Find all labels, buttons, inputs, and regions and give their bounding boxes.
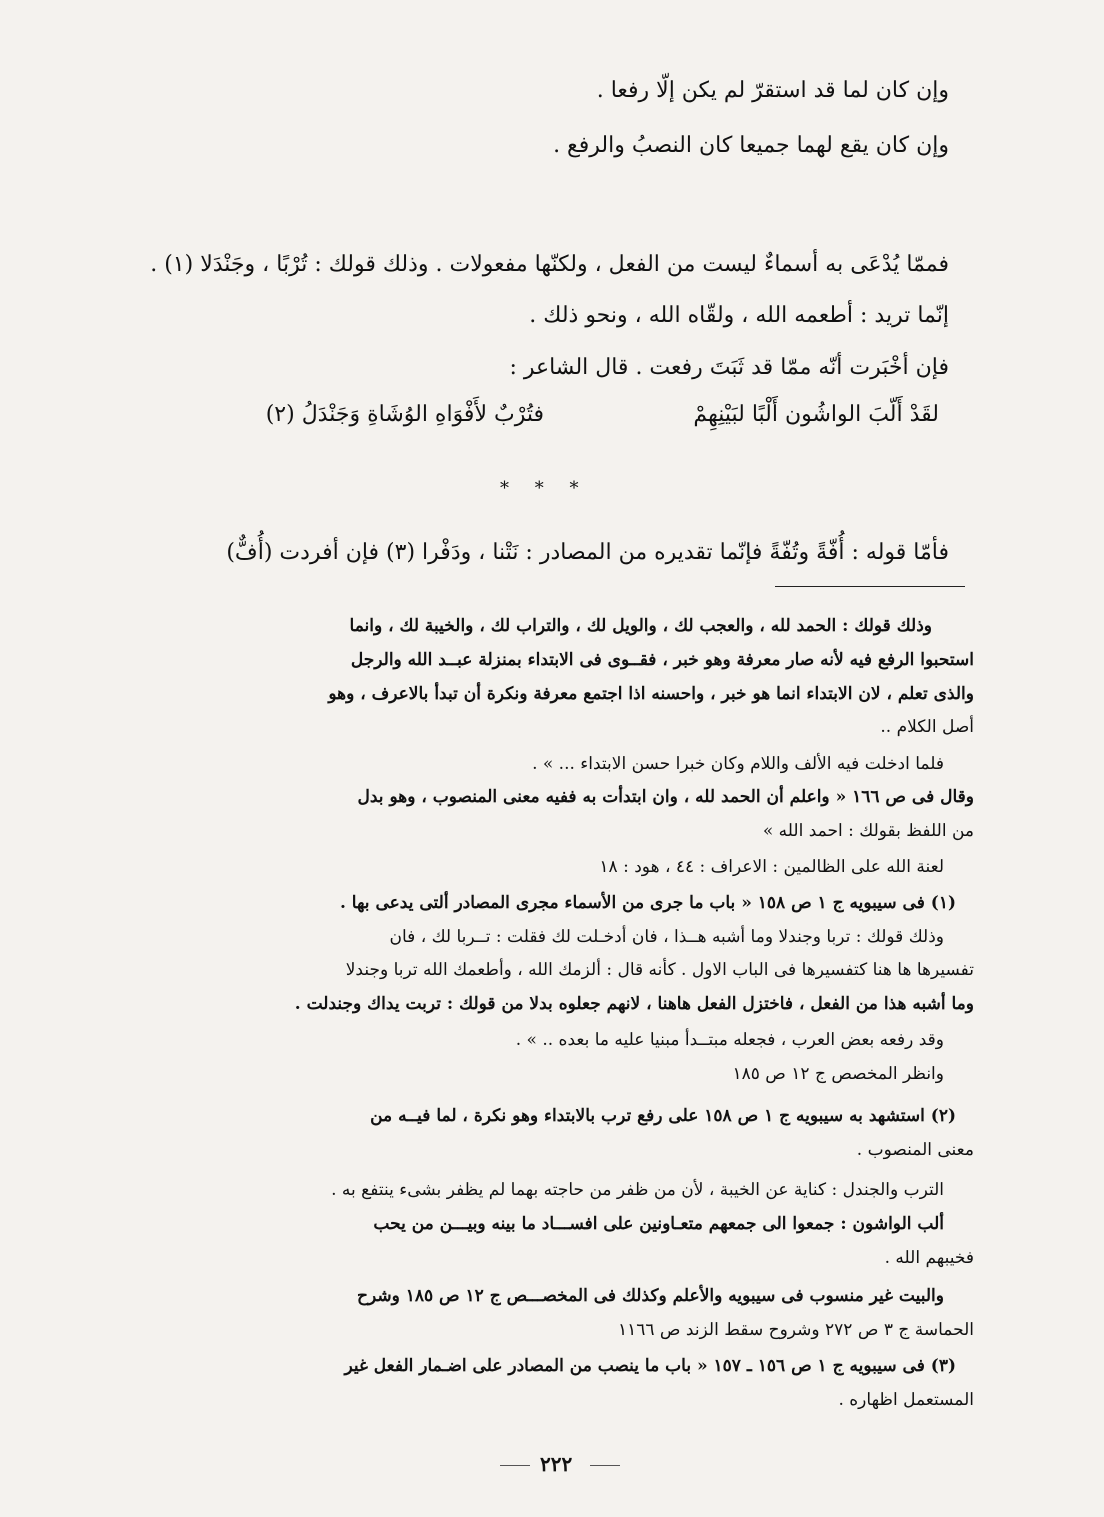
- main-line-4: إنّما تريد : أطعمه الله ، ولقّاه الله ، ونحو ذلك .: [529, 303, 949, 328]
- footnote-line: من اللفظ بقولك : احمد الله »: [762, 821, 974, 841]
- main-line-5: فإن أخْبَرت أنّه ممّا قد ثَبَتَ رفعت . قال الشاعر :: [509, 355, 949, 380]
- footnote-line: وذلك قولك : الحمد لله ، والعجب لك ، والويل لك ، والتراب لك ، والخيبة لك ، وانما: [349, 616, 932, 636]
- footnote-3-line: (٣) فى سيبويه ج ١ ص ١٥٦ ـ ١٥٧ « باب ما ينصب من المصادر على اضـمار الفعل غير: [344, 1356, 956, 1376]
- verse-second-hemistich: فتُرْبٌ لأَفْوَاهِ الوُشَاةِ وَجَنْدَلُ (٢): [265, 402, 544, 427]
- main-line-6: فأمّا قوله : أُفّةً وتُفّةً فإنّما تقديره من المصادر : نَتْنا ، ودَفْرا (٣) فإن أفردت (أُفٌّ): [226, 540, 949, 565]
- page-number-dash-right: [590, 1465, 620, 1466]
- footnote-2-line: فخيبهم الله .: [884, 1248, 974, 1268]
- section-separator: * * *: [500, 478, 589, 499]
- main-line-2: وإن كان يقع لهما جميعا كان النصبُ والرفع .: [553, 133, 949, 158]
- main-line-3: فممّا يُدْعَى به أسماءٌ ليست من الفعل ، ولكنّها مفعولات . وذلك قولك : تُرْبًا ، وجَنْدَلا (١) .: [150, 252, 949, 277]
- footnote-line: لعنة الله على الظالمين : الاعراف : ٤٤ ، هود : ١٨: [599, 857, 944, 877]
- footnote-line: وقال فى ص ١٦٦ « واعلم أن الحمد لله ، وان ابتدأت به ففيه معنى المنصوب ، وهو بدل: [357, 787, 974, 807]
- footnote-1-line: وانظر المخصص ج ١٢ ص ١٨٥: [732, 1064, 944, 1084]
- footnote-1-line: وذلك قولك : تربا وجندلا وما أشبه هــذا ، فان أدخـلت لك فقلت : تــربا لك ، فان: [389, 927, 944, 947]
- footnote-line: والذى تعلم ، لان الابتداء انما هو خبر ، واحسنه اذا اجتمع معرفة ونكرة أن تبدأ بالاعرف ، وهو: [328, 684, 974, 704]
- footnote-1-line: (١) فى سيبويه ج ١ ص ١٥٨ « باب ما جرى من الأسماء مجرى المصادر ألتى يدعى بها .: [339, 893, 956, 913]
- footnote-1-line: وما أشبه هذا من الفعل ، فاختزل الفعل هاهنا ، لانهم جعلوه بدلا من قولك : تربت يداك وجندلت .: [294, 994, 974, 1014]
- footnote-2-line: (٢) استشهد به سيبويه ج ١ ص ١٥٨ على رفع ترب بالابتداء وهو نكرة ، لما فيــه من: [370, 1106, 956, 1126]
- footnote-rule: [775, 586, 965, 587]
- verse-first-hemistich: لقَدْ أَلّبَ الواشُون أَلْبًا لبَيْنِهِمْ: [693, 402, 939, 427]
- footnote-1-line: تفسيرها ها هنا كتفسيرها فى الباب الاول . كأنه قال : ألزمك الله ، وأطعمك الله تربا وجندلا: [345, 960, 974, 980]
- footnote-3-line: المستعمل اظهاره .: [838, 1390, 974, 1410]
- footnote-1-line: وقد رفعه بعض العرب ، فجعله مبتــدأ مبنيا عليه ما بعده .. » .: [515, 1030, 944, 1050]
- main-line-1: وإن كان لما قد استقرّ لم يكن إلّا رفعا .: [596, 78, 949, 103]
- footnote-line: استحبوا الرفع فيه لأنه صار معرفة وهو خبر ، فقــوى فى الابتداء بمنزلة عبــد الله والرجل: [350, 650, 974, 670]
- footnote-2-line: والبيت غير منسوب فى سيبويه والأعلم وكذلك فى المخصـــص ج ١٢ ص ١٨٥ وشرح: [357, 1286, 944, 1306]
- footnote-line: أصل الكلام ..: [880, 717, 974, 737]
- page-number: ٢٢٢: [540, 1452, 573, 1476]
- footnote-2-line: معنى المنصوب .: [856, 1140, 974, 1160]
- footnote-2-line: الترب والجندل : كناية عن الخيبة ، لأن من ظفر من حاجته بهما لم يظفر بشىء ينتفع به .: [331, 1180, 944, 1200]
- footnote-2-line: الحماسة ج ٣ ص ٢٧٢ وشروح سقط الزند ص ١١٦٦: [618, 1320, 974, 1340]
- footnote-2-line: ألب الواشون : جمعوا الى جمعهم متعـاونين على افســـاد ما بينه وبيـــن من يحب: [373, 1214, 944, 1234]
- footnote-line: فلما ادخلت فيه الألف واللام وكان خبرا حسن الابتداء ... » .: [532, 754, 944, 774]
- page-number-dash-left: [500, 1465, 530, 1466]
